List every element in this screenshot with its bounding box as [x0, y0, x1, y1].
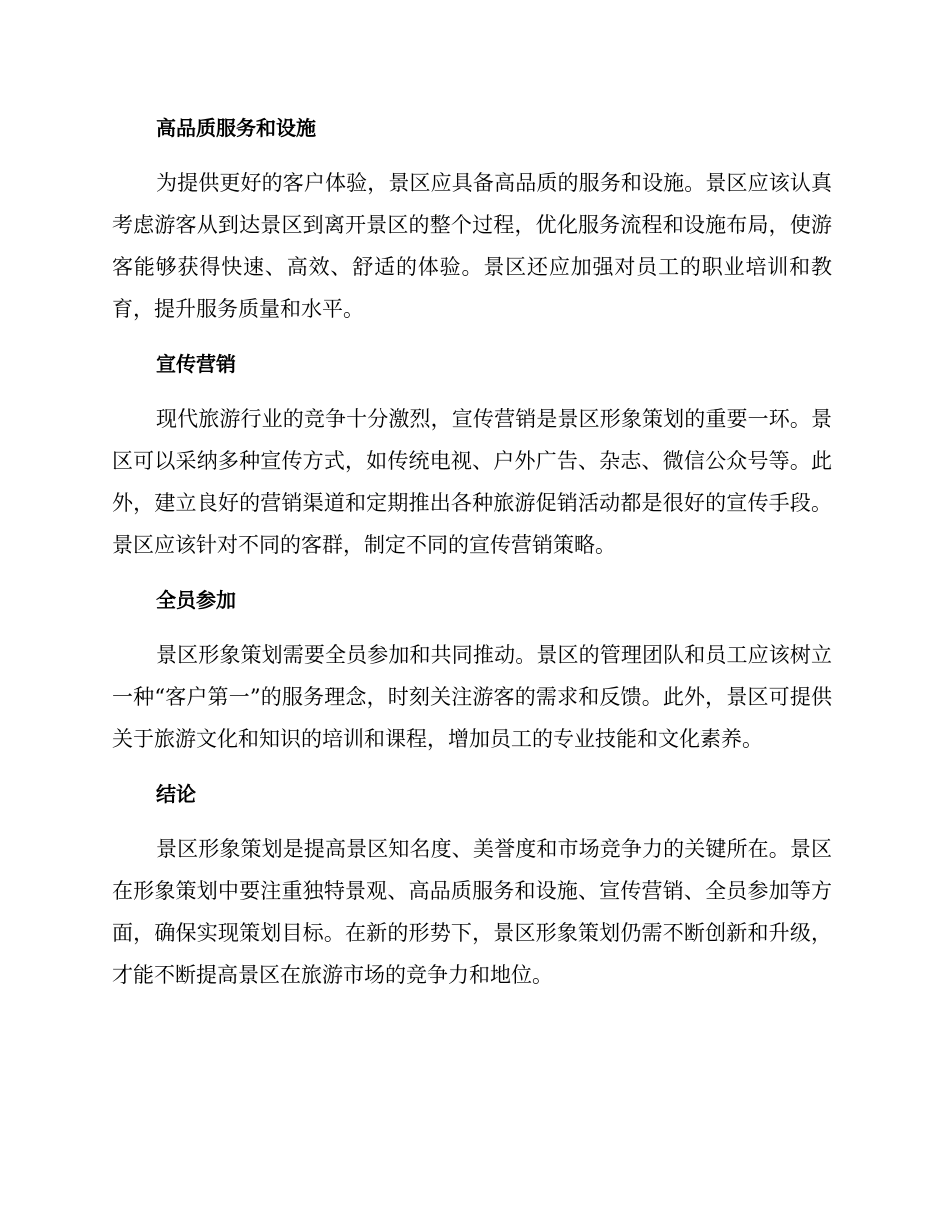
section-heading-marketing: 宣传营销	[156, 352, 236, 376]
section-heading-conclusion: 结论	[156, 782, 196, 806]
section-heading-service-facilities: 高品质服务和设施	[156, 116, 316, 140]
section-heading-all-staff: 全员参加	[156, 588, 236, 612]
document-content	[112, 108, 832, 1010]
section-body-all-staff: 景区形象策划需要全员参加和共同推动。景区的管理团队和员工应该树立一种“客户第一”的服务理念，时刻关注游客的需求和反馈。此外，景区可提供关于旅游文化和知识的培训和课程，增加员工的专业技能和文化素养。	[112, 643, 832, 751]
section-body-conclusion: 景区形象策划是提高景区知名度、美誉度和市场竞争力的关键所在。景区在形象策划中要注重独特景观、高品质服务和设施、宣传营销、全员参加等方面，确保实现策划目标。在新的形势下，景区形象策划仍需不断创新和升级，才能不断提高景区在旅游市场的竞争力和地位。	[112, 837, 832, 987]
section-body-marketing: 现代旅游行业的竞争十分激烈，宣传营销是景区形象策划的重要一环。景区可以采纳多种宣传方式，如传统电视、户外广告、杂志、微信公众号等。此外，建立良好的营销渠道和定期推出各种旅游促销活动都是很好的宣传手段。景区应该针对不同的客群，制定不同的宣传营销策略。	[112, 407, 832, 557]
section-body-service-facilities: 为提供更好的客户体验，景区应具备高品质的服务和设施。景区应该认真考虑游客从到达景区到离开景区的整个过程，优化服务流程和设施布局，使游客能够获得快速、高效、舒适的体验。景区还应加强对员工的职业培训和教育，提升服务质量和水平。	[112, 171, 832, 321]
